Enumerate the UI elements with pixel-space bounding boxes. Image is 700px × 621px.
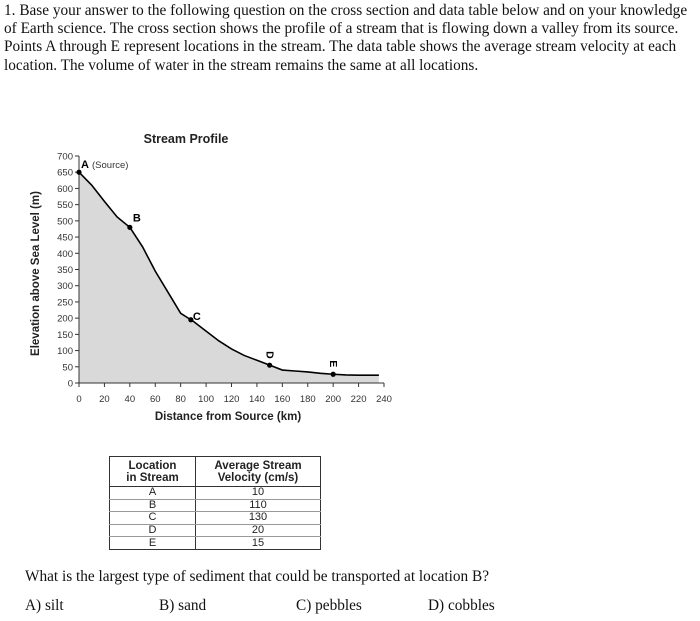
y-tick-label: 550 — [57, 200, 73, 212]
chart-title: Stream Profile — [143, 132, 229, 146]
header-velocity-line2: Velocity (cm/s) — [217, 472, 299, 484]
choice-key: B) — [159, 597, 175, 614]
header-location-line2: in Stream — [126, 472, 179, 484]
choice-a[interactable] — [25, 597, 64, 615]
y-tick-label: 200 — [57, 313, 73, 325]
cell-location: A — [110, 487, 196, 500]
cell-location: D — [110, 524, 196, 537]
x-tick-label: 20 — [99, 394, 110, 405]
x-tick-label: 240 — [376, 394, 392, 405]
table-row — [110, 487, 321, 500]
x-tick-label: 180 — [299, 394, 316, 405]
y-tick-label: 250 — [57, 297, 73, 309]
point-b — [127, 225, 132, 230]
y-tick-label: 150 — [57, 329, 73, 341]
table-row — [110, 499, 321, 512]
table-header-row — [110, 457, 321, 487]
y-tick-label: 700 — [57, 151, 73, 163]
point-d — [267, 363, 272, 368]
x-tick-label: 200 — [325, 394, 342, 405]
cell-location: C — [110, 512, 196, 525]
x-tick-label: 160 — [274, 394, 291, 405]
table-row — [110, 537, 321, 550]
choice-label: silt — [44, 597, 64, 614]
y-tick-label: 500 — [57, 216, 73, 228]
source-annotation: (Source) — [92, 160, 129, 172]
header-velocity-line1: Average Stream — [214, 460, 302, 472]
question-body: Base your answer to the following question on the cross section and data table below and on your knowledge of Earth science. The cross section shows the profile of a stream that is flowing down a valley from its source. Points A through E represent locations in the stream. The data table shows the average stream velocity at each location. The volume of water in the stream remains the same at all locations. — [4, 2, 688, 74]
y-tick-label: 350 — [57, 265, 73, 276]
point-label-d: D — [263, 351, 276, 359]
prompt-text: What is the largest type of sediment that could be transported at location B? — [25, 568, 490, 585]
header-location — [110, 457, 196, 487]
table-row — [110, 512, 321, 525]
choice-label: sand — [178, 597, 207, 614]
choice-key: A) — [25, 597, 42, 614]
choice-b[interactable] — [159, 597, 206, 615]
point-label-b: B — [132, 212, 141, 225]
cell-velocity: 110 — [196, 499, 321, 512]
point-label-e: E — [327, 360, 340, 368]
cell-velocity: 15 — [196, 537, 321, 550]
y-tick-label: 450 — [57, 232, 73, 244]
x-axis-label: Distance from Source (km) — [154, 411, 302, 423]
point-label-a: A — [81, 159, 89, 172]
y-axis-label: Elevation above Sea Level (m) — [30, 191, 42, 356]
y-tick-label: 300 — [57, 281, 73, 293]
x-tick-label: 140 — [248, 394, 265, 405]
question-number: 1. — [4, 2, 16, 19]
choice-d[interactable] — [428, 597, 495, 615]
x-tick-label: 120 — [223, 394, 240, 405]
y-tick-label: 0 — [67, 378, 73, 390]
cell-velocity: 10 — [196, 487, 321, 500]
choice-label: pebbles — [315, 597, 362, 614]
choice-label: cobbles — [447, 597, 495, 614]
point-label-c: C — [192, 310, 201, 323]
cell-location: B — [110, 499, 196, 512]
velocity-table-wrap — [109, 456, 321, 550]
x-tick-label: 40 — [124, 394, 136, 405]
x-tick-label: 0 — [76, 394, 82, 405]
x-tick-label: 220 — [350, 394, 367, 405]
y-tick-label: 50 — [62, 362, 73, 374]
y-tick-label: 650 — [57, 167, 73, 179]
choice-key: D) — [428, 597, 445, 614]
y-tick-label: 100 — [57, 346, 73, 358]
x-tick-label: 100 — [198, 394, 215, 405]
point-e — [331, 372, 336, 377]
cell-velocity: 20 — [196, 524, 321, 537]
choice-c[interactable] — [296, 597, 362, 615]
x-tick-label: 80 — [175, 394, 186, 405]
choice-key: C) — [296, 597, 312, 614]
header-velocity — [196, 457, 321, 487]
cell-location: E — [110, 537, 196, 550]
y-tick-label: 600 — [57, 183, 73, 195]
profile-area — [79, 172, 379, 383]
x-tick-label: 60 — [149, 394, 161, 405]
header-location-line1: Location — [128, 460, 177, 472]
velocity-table — [109, 456, 321, 550]
y-tick-label: 400 — [57, 248, 73, 260]
cell-velocity: 130 — [196, 512, 321, 525]
table-body — [110, 487, 321, 550]
table-row — [110, 524, 321, 537]
